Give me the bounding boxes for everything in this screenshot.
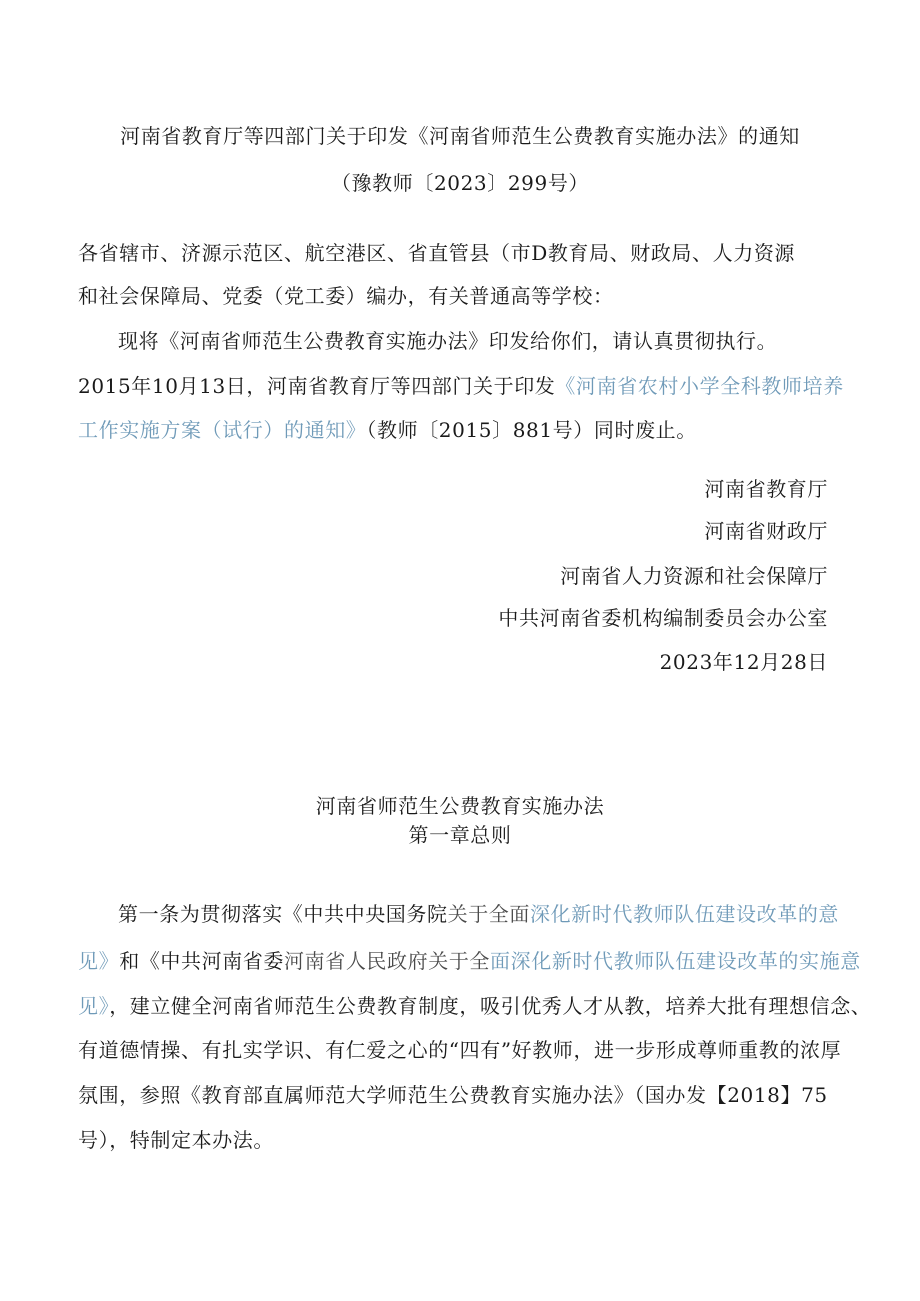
article-line: 氛围，参照《教育部直属师范大学师范生公费教育实施办法》（国办发【2018】75 bbox=[78, 1083, 828, 1107]
signatory: 中共河南省委机构编制委员会办公室 bbox=[498, 606, 828, 630]
body-text: （教师〔2015〕881号）同时废止。 bbox=[366, 418, 697, 442]
notice-date: 2023年12月28日 bbox=[659, 650, 828, 674]
article-text: 关于全面 bbox=[447, 902, 531, 926]
addressee-line: 各省辖市、济源示范区、航空港区、省直管县（市D教育局、财政局、人力资源 bbox=[78, 241, 796, 265]
document-link[interactable]: 面深化新时代教师队伍建设改革的实施意 bbox=[490, 949, 861, 973]
article-text: 和《中共河南省委 bbox=[119, 949, 285, 973]
article-text: 第一条为贯彻落实《中共中央国务院 bbox=[118, 902, 448, 926]
measures-title: 河南省师范生公费教育实施办法 bbox=[315, 794, 605, 818]
article-line: 号），特制定本办法。 bbox=[78, 1128, 274, 1152]
document-link[interactable]: 见》 bbox=[78, 994, 110, 1018]
body-paragraph: 现将《河南省师范生公费教育实施办法》印发给你们，请认真贯彻执行。 bbox=[118, 329, 778, 353]
doc-number: （豫教师〔2023〕299号） bbox=[330, 171, 590, 195]
document-link[interactable]: 工作实施方案（试行）的通知》 bbox=[78, 418, 367, 442]
body-text: 2015年10月13日，河南省教育厅等四部门关于印发 bbox=[78, 374, 556, 398]
body-paragraph bbox=[78, 373, 844, 399]
document-link[interactable]: 深化新时代教师队伍建设改革的意 bbox=[530, 902, 840, 926]
body-paragraph bbox=[78, 417, 697, 443]
signatory: 河南省教育厅 bbox=[704, 477, 828, 501]
article-line bbox=[118, 901, 839, 927]
signatory: 河南省财政厅 bbox=[704, 519, 828, 543]
article-text: 河南省人民政府关于全 bbox=[284, 949, 491, 973]
article-line: 有道德情操、有扎实学识、有仁爱之心的“四有”好教师，进一步形成尊师重教的浓厚 bbox=[78, 1038, 842, 1062]
article-text: ，建立健全河南省师范生公费教育制度，吸引优秀人才从教，培养大批有理想信念、 bbox=[109, 994, 872, 1018]
addressee-line: 和社会保障局、党委（党工委）编办，有关普通高等学校： bbox=[78, 284, 614, 308]
article-line bbox=[78, 948, 861, 974]
document-link[interactable]: 见》 bbox=[78, 949, 120, 973]
notice-title: 河南省教育厅等四部门关于印发《河南省师范生公费教育实施办法》的通知 bbox=[120, 124, 800, 148]
document-link[interactable]: 《河南省农村小学全科教师培养 bbox=[555, 374, 844, 398]
article-line bbox=[78, 993, 871, 1019]
signatory: 河南省人力资源和社会保障厅 bbox=[560, 564, 828, 588]
chapter-heading: 第一章总则 bbox=[408, 823, 512, 847]
